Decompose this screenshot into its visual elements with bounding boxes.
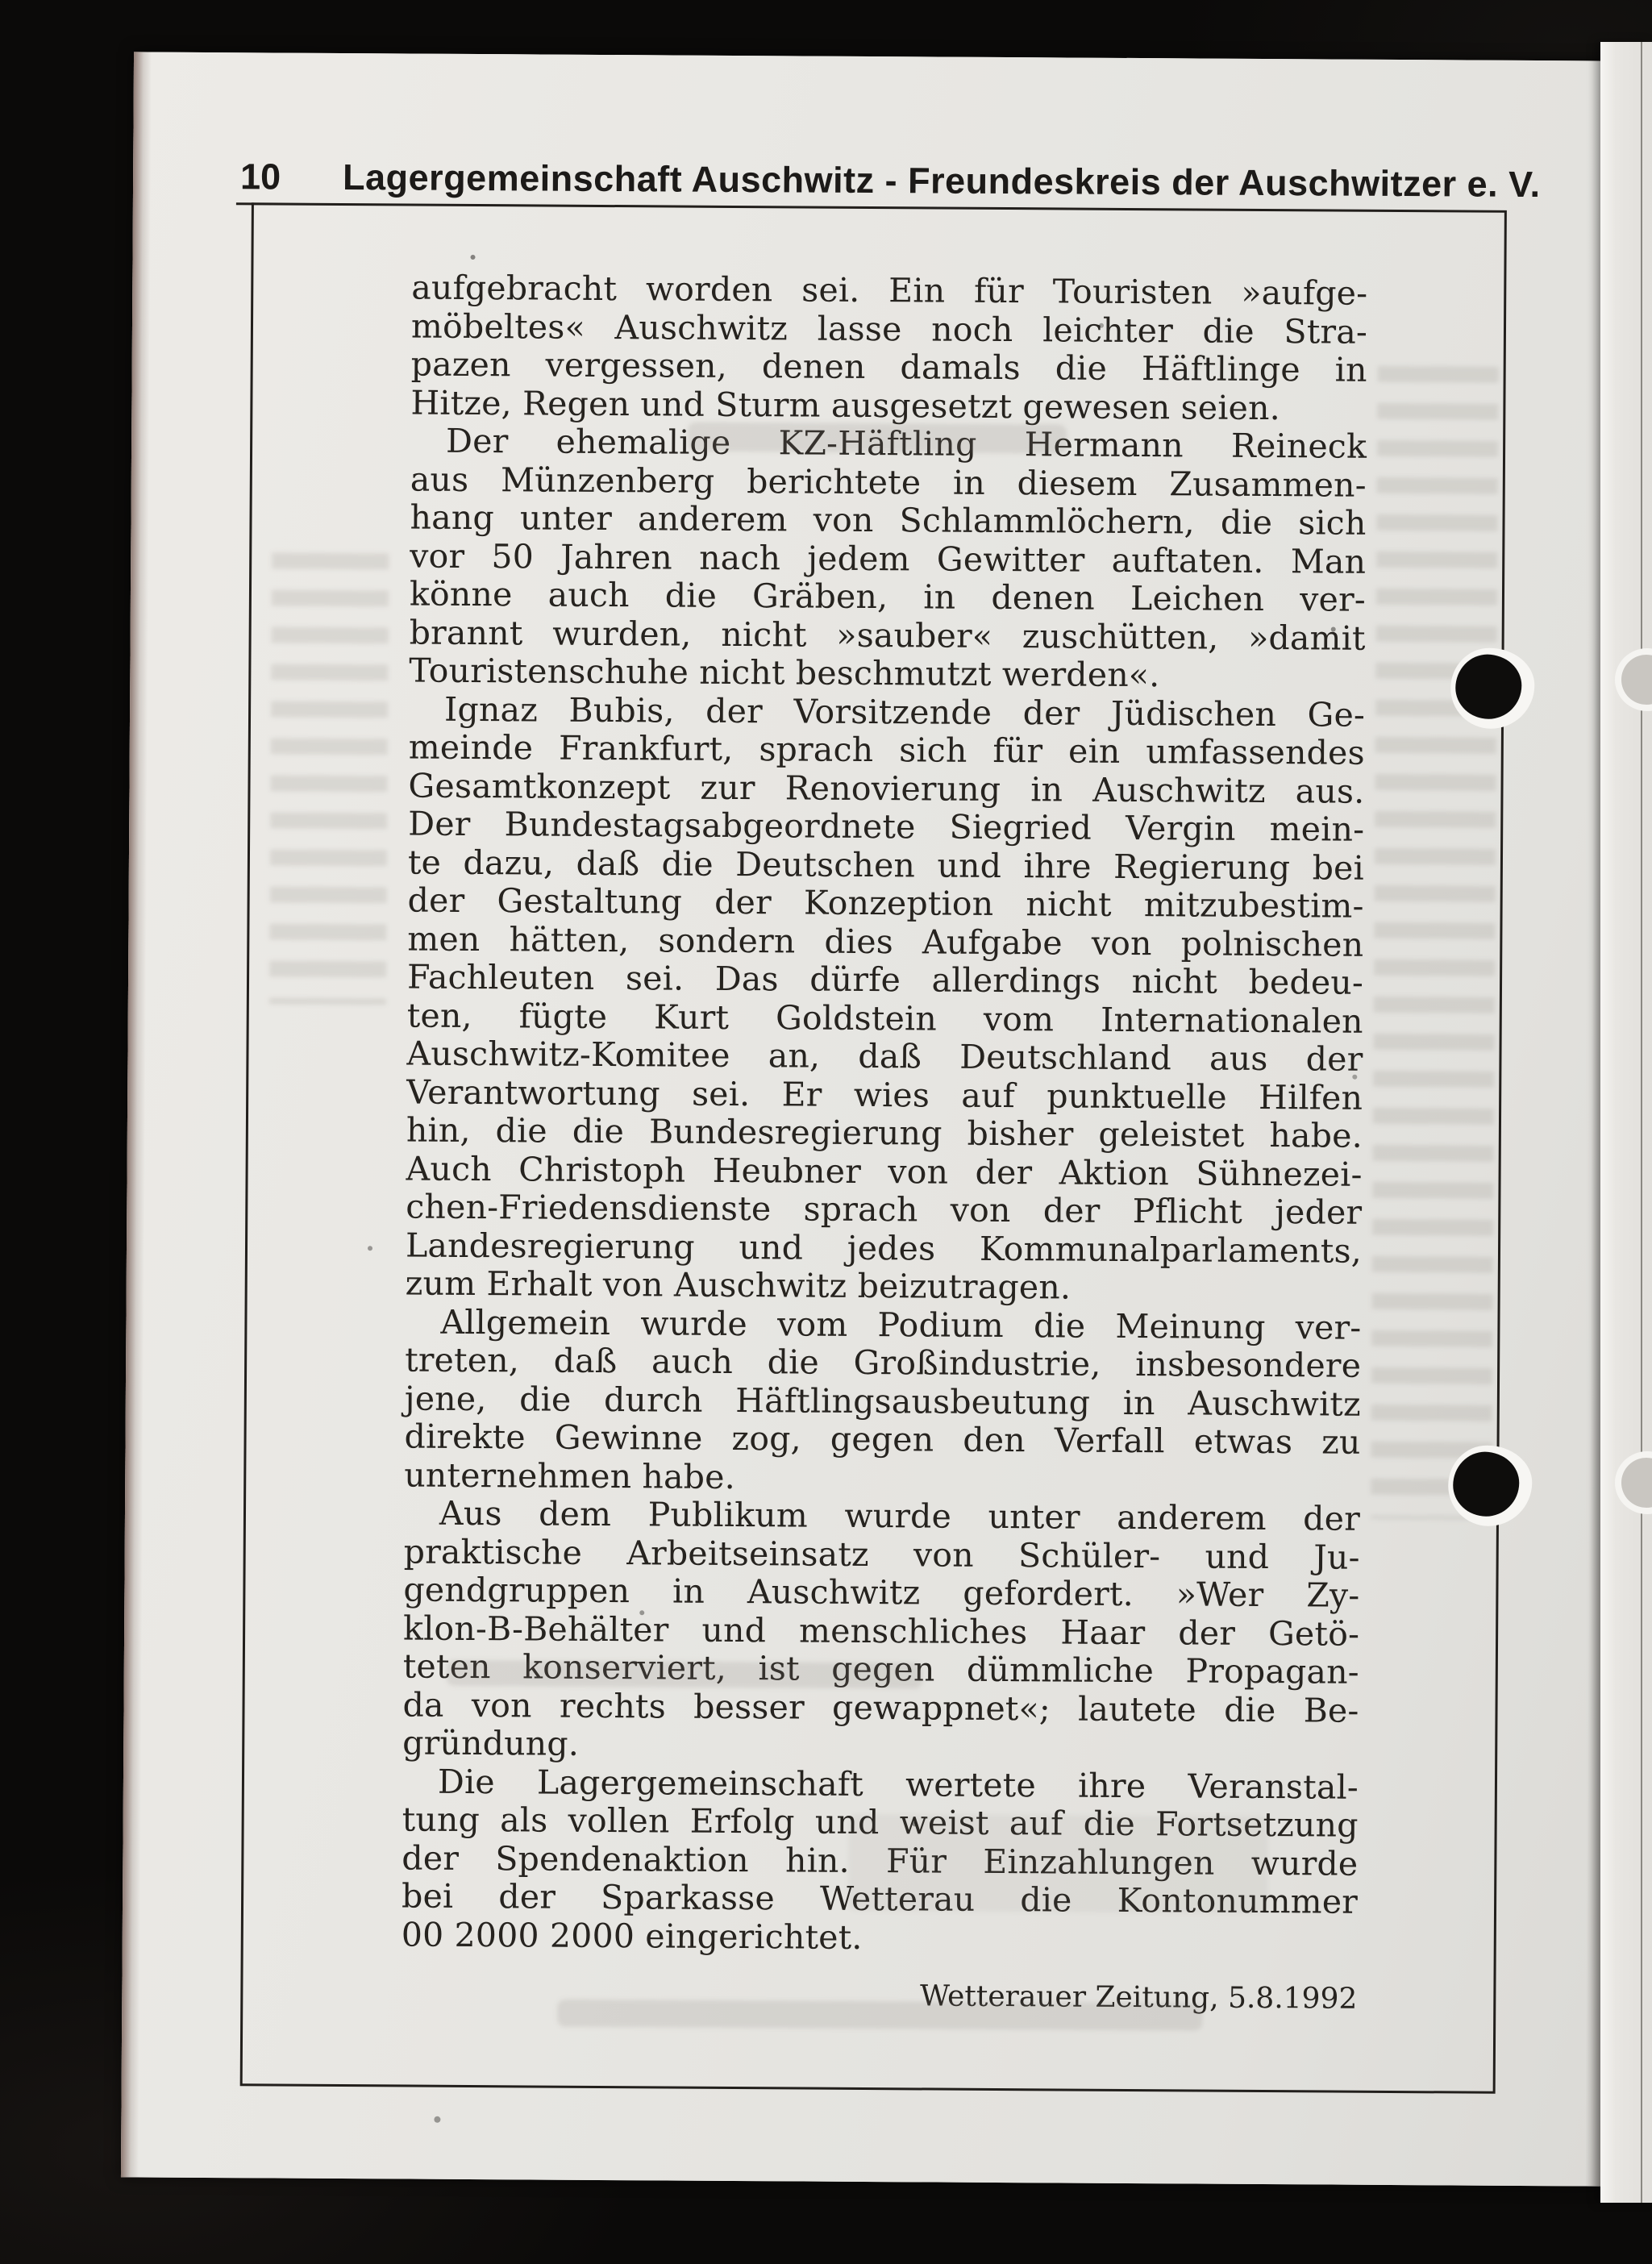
document-page <box>121 52 1614 2186</box>
text-line: der Spendenaktion hin. Für Einzahlungen wurde <box>402 1837 1359 1883</box>
spine-shadow <box>121 52 152 2177</box>
text-line: hin, die die Bundesregierung bisher geleistet habe. <box>406 1110 1363 1155</box>
text-line: Die Lagergemeinschaft wertete ihre Veranstal- <box>437 1762 1359 1807</box>
punch-hole-bore <box>1453 1451 1519 1516</box>
adjacent-punch-bore <box>1621 1458 1652 1508</box>
text-line: tung als vollen Erfolg und weist auf die Fortsetzung <box>402 1800 1359 1845</box>
text-line: Hitze, Regen und Sturm ausgesetzt gewesen seien. <box>410 383 1281 427</box>
adjacent-punch-hole-bottom <box>1615 1451 1652 1514</box>
adjacent-page-edge <box>1600 42 1652 2203</box>
text-line: aufgebracht worden sei. Ein für Touristen »aufge- <box>411 268 1368 313</box>
text-line: chen-Friedensdienste sprach von der Pflicht jeder <box>406 1187 1363 1232</box>
text-line: könne auch die Gräben, in denen Leichen ver- <box>409 574 1367 619</box>
text-line: Touristenschuhe nicht beschmutzt werden«. <box>409 651 1160 695</box>
header-rule-tail <box>236 202 254 205</box>
text-line: Allgemein wurde vom Podium die Meinung ver- <box>440 1302 1362 1347</box>
punch-hole-bottom <box>1448 1445 1533 1526</box>
text-line: Gesamtkonzept zur Renovierung in Auschwitz aus. <box>408 766 1365 811</box>
article-border-box <box>240 202 1507 2093</box>
page-crease-line <box>1641 42 1642 2203</box>
text-line: zum Erhalt von Auschwitz beizutragen. <box>405 1263 1072 1307</box>
text-line: praktische Arbeitseinsatz von Schüler- und Ju- <box>403 1531 1360 1577</box>
text-line: Auch Christoph Heubner von der Aktion Sühnezei- <box>406 1149 1363 1194</box>
text-line: jene, die durch Häftlingsausbeutung in Auschwitz <box>404 1378 1362 1424</box>
text-line: gründung. <box>402 1723 580 1763</box>
punch-hole-bore <box>1455 654 1521 718</box>
text-line: brannt wurden, nicht »sauber« zuschütten, »damit <box>409 613 1366 658</box>
text-line: Landesregierung und jedes Kommunalparlaments, <box>405 1226 1363 1271</box>
text-line: hang unter anderem von Schlammlöchern, die sich <box>410 497 1367 543</box>
text-line: Auschwitz-Komitee an, daß Deutschland aus der <box>406 1034 1363 1079</box>
text-line: 00 2000 2000 eingerichtet. <box>401 1914 863 1957</box>
text-line: Fachleuten sei. Das dürfe allerdings nicht bedeu- <box>406 957 1364 1002</box>
text-line: Ignaz Bubis, der Vorsitzende der Jüdischen Ge- <box>443 689 1366 735</box>
text-line: meinde Frankfurt, sprach sich für ein umfassendes <box>408 727 1365 772</box>
text-line: unternehmen habe. <box>404 1455 736 1496</box>
page-header-title: Lagergemeinschaft Auschwitz - Freundeskreis der Auschwitzer e. V. <box>342 156 1541 206</box>
text-line: men hätten, sondern dies Aufgabe von polnischen <box>407 919 1364 964</box>
text-line: Der ehemalige KZ-Häftling Hermann Reineck <box>445 421 1367 466</box>
adjacent-punch-hole-top <box>1615 648 1652 711</box>
text-line: gendgruppen in Auschwitz gefordert. »Wer Zy- <box>403 1570 1360 1615</box>
text-line: vor 50 Jahren nach jedem Gewitter auftaten. Man <box>410 536 1367 581</box>
text-line: ten, fügte Kurt Goldstein vom Internationalen <box>406 996 1363 1041</box>
punch-hole-top <box>1450 647 1535 729</box>
dust-specks <box>134 52 137 55</box>
source-attribution: Wetterauer Zeitung, 5.8.1992 <box>919 1979 1358 2016</box>
text-line: teten konserviert, ist gegen dümmliche Propagan- <box>402 1646 1359 1692</box>
text-line: Der Bundestagsabgeordnete Siegried Vergin mein- <box>408 804 1365 849</box>
text-line: te dazu, daß die Deutschen und ihre Regierung bei <box>407 843 1365 888</box>
text-line: da von rechts besser gewappnet«; lautete die Be- <box>402 1684 1359 1730</box>
text-line: pazen vergessen, denen damals die Häftlinge in <box>410 344 1367 389</box>
text-line: treten, daß auch die Großindustrie, insbesondere <box>405 1340 1362 1385</box>
adjacent-punch-bore <box>1621 655 1652 705</box>
text-line: Verantwortung sei. Er wies auf punktuelle Hilfen <box>406 1072 1363 1117</box>
text-line: Aus dem Publikum wurde unter anderem der <box>439 1493 1361 1538</box>
text-line: aus Münzenberg berichtete in diesem Zusammen- <box>410 460 1367 505</box>
text-line: der Gestaltung der Konzeption nicht mitzubestim- <box>407 880 1364 926</box>
text-line: direkte Gewinne zog, gegen den Verfall etwas zu <box>404 1417 1361 1462</box>
article-column <box>402 269 1368 1960</box>
text-line: möbeltes« Auschwitz lasse noch leichter die Stra- <box>410 306 1368 352</box>
text-line: bei der Sparkasse Wetterau die Kontonummer <box>401 1876 1359 1921</box>
page-number: 10 <box>239 156 281 198</box>
text-line: klon-B-Behälter und menschliches Haar der Getö- <box>402 1608 1360 1654</box>
